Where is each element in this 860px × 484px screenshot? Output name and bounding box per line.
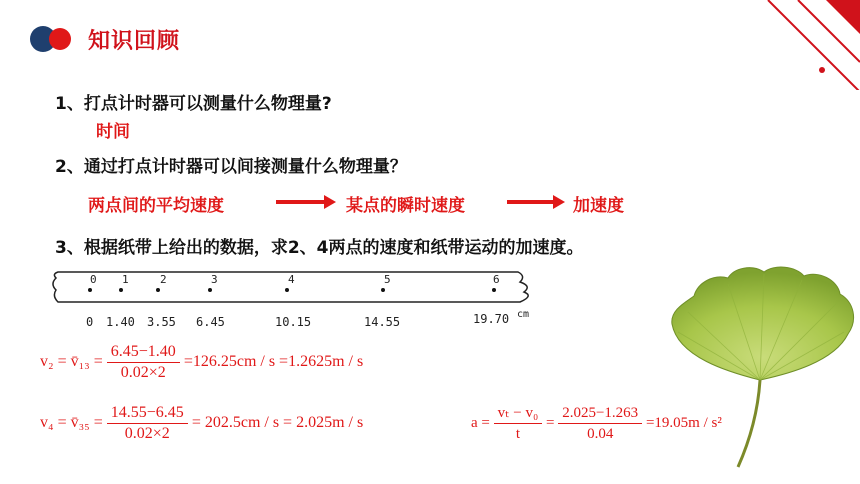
page-title: 知识回顾 (88, 29, 181, 54)
chain-item-3: 加速度 (573, 196, 624, 216)
tape-reading: 19.70 (473, 312, 510, 326)
formula-v4-rhs: = 202.5cm / s = 2.025m / s (191, 414, 364, 432)
formula-v4-fraction (107, 403, 188, 444)
formula-a-fraction-1 (494, 403, 543, 444)
question-3: 3、根据纸带上给出的数据，求2、4两点的速度和纸带运动的加速度。 (55, 238, 584, 258)
question-2: 2、通过打点计时器可以间接测量什么物理量？ (55, 157, 407, 177)
tape-dot (208, 288, 212, 292)
formula-v2-numerator: 6.45−1.40 (107, 342, 180, 363)
chain-item-1: 两点间的平均速度 (88, 196, 224, 216)
formula-v4-lhs: v₄ = v̄₃₅ = (40, 414, 103, 432)
tape-point-label: 5 (384, 273, 391, 286)
tape-point-label: 0 (90, 273, 97, 286)
formula-v2-rhs: =126.25cm / s =1.2625m / s (183, 353, 364, 371)
ginkgo-leaf-image (668, 262, 860, 472)
tape-dot (492, 288, 496, 292)
corner-decoration (740, 0, 860, 90)
formula-acceleration: a = $\frac{\text{vₜ − v₀}}{t}$ = $\frac{2.025-1.263}{0.04}$ =19.05m / s² (471, 405, 722, 442)
tape-reading: 14.55 (364, 315, 401, 329)
tape-unit: cm (517, 309, 530, 320)
tape-reading: 0 (86, 315, 94, 329)
formula-v4-denominator: 0.02×2 (124, 425, 170, 442)
tape-point-label: 6 (493, 273, 500, 286)
arrow-right-icon (507, 200, 555, 204)
answer-1: 时间 (96, 122, 130, 142)
formula-a-rhs: =19.05m / s² (645, 414, 722, 431)
formula-a-lhs: a = (471, 414, 490, 431)
formula-v2-denominator: 0.02×2 (120, 364, 166, 381)
tape-point-label: 2 (160, 273, 167, 286)
formula-v4 (40, 403, 363, 444)
tape-dot (381, 288, 385, 292)
formula-v2-lhs: v₂ = v̄₁₃ = (40, 353, 103, 371)
tape-reading: 10.15 (275, 315, 312, 329)
arrow-right-icon (276, 200, 326, 204)
formula-a-numerator-1: vₜ − v₀ (494, 403, 543, 424)
tape-dot (119, 288, 123, 292)
tape-reading: 1.40 (106, 315, 135, 329)
formula-v4-numerator: 14.55−6.45 (107, 403, 188, 424)
tape-reading: 6.45 (196, 315, 225, 329)
formula-a-fraction-2 (558, 403, 642, 444)
tape-dot (88, 288, 92, 292)
tape-point-label: 1 (122, 273, 129, 286)
formula-a-numerator-2: 2.025−1.263 (558, 403, 642, 424)
formula-a-denominator-1: t (515, 426, 521, 442)
tape-reading: 3.55 (147, 315, 176, 329)
formula-v2 (40, 342, 363, 383)
tape-dot (285, 288, 289, 292)
formula-v2-fraction (107, 342, 180, 383)
chain-item-2: 某点的瞬时速度 (346, 196, 465, 216)
tape-dot (156, 288, 160, 292)
formula-a-denominator-2: 0.04 (587, 426, 614, 442)
tape-point-label: 3 (211, 273, 218, 286)
tape-point-label: 4 (288, 273, 295, 286)
question-1: 1、打点计时器可以测量什么物理量? (55, 94, 332, 114)
